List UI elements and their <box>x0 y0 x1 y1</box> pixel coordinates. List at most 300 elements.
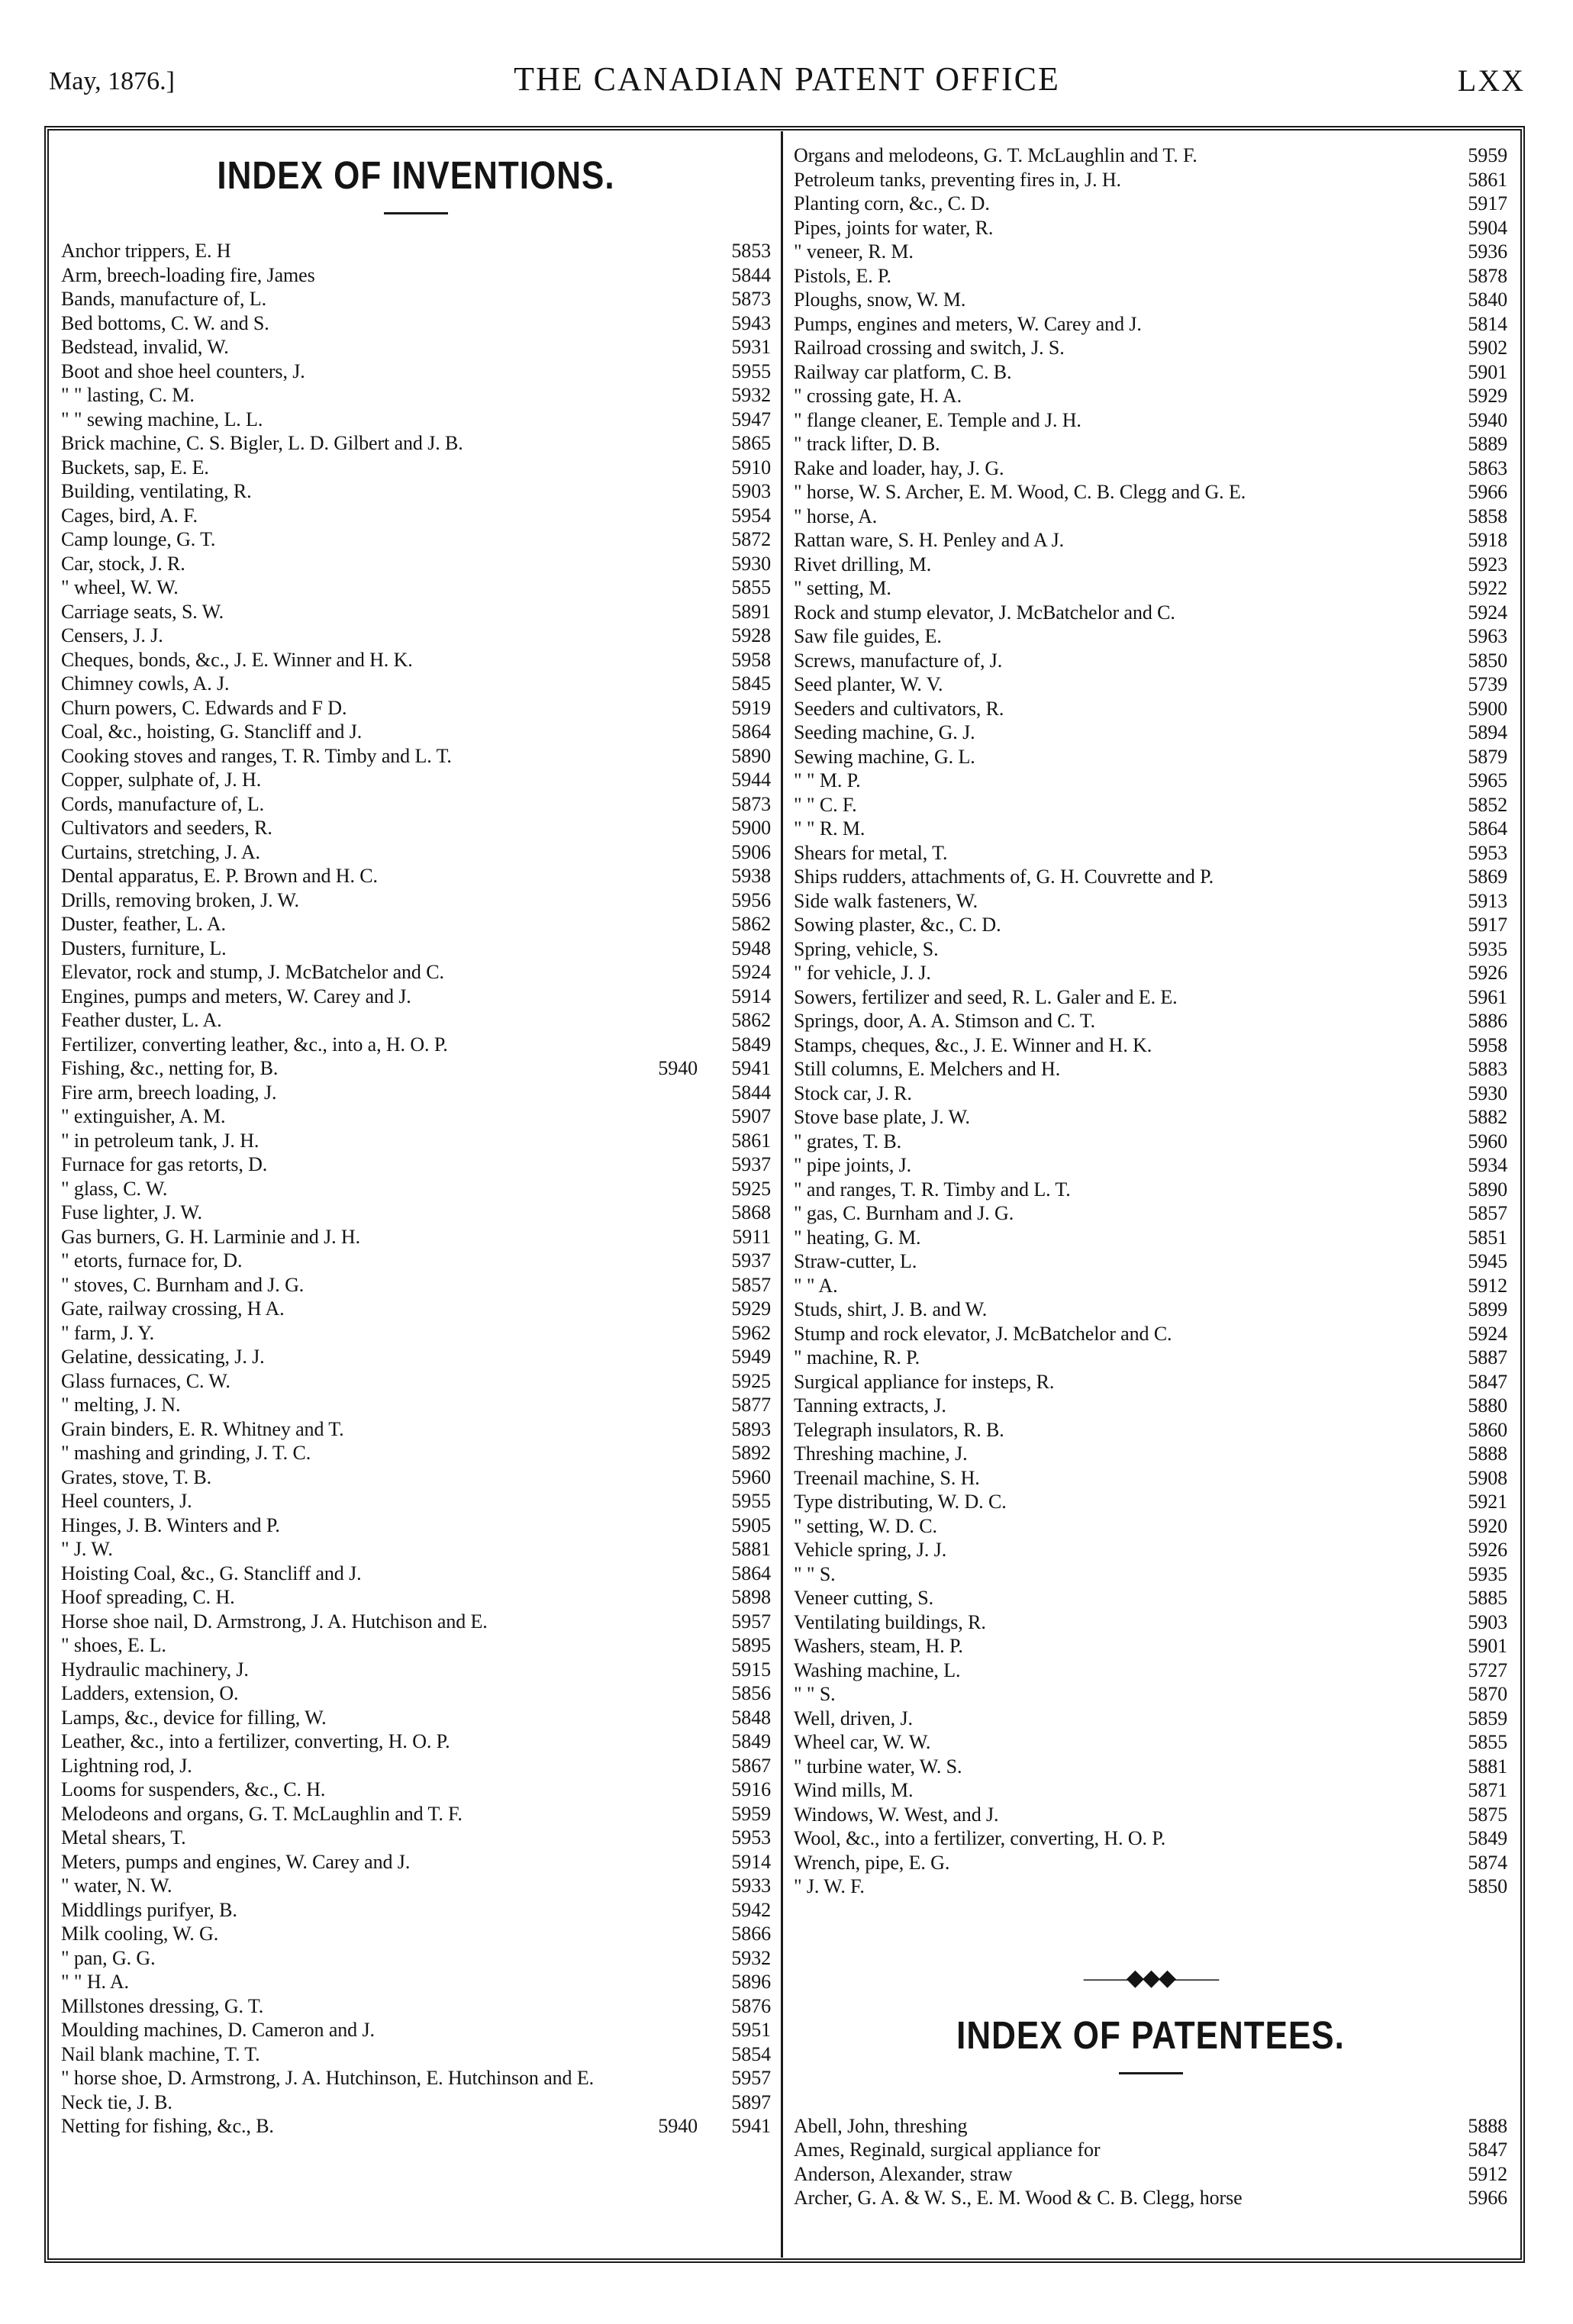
entry-text: Stump and rock elevator, J. McBatchelor and C. ..... <box>794 1322 1507 1346</box>
entry-text: Archer, G. A. & W. S., E. M. Wood & C. B. Clegg, horse ..... <box>794 2186 1507 2210</box>
entry-number: 5928 <box>708 624 771 648</box>
index-entry <box>794 1297 1507 1322</box>
index-entry <box>61 1393 771 1417</box>
index-entry <box>794 1538 1507 1562</box>
entry-text: Wind mills, M. ..... <box>794 1778 1507 1803</box>
index-entry <box>794 288 1507 312</box>
entry-number: 5904 <box>1445 216 1507 240</box>
index-entry <box>61 527 771 552</box>
entry-number: 5889 <box>1445 432 1507 456</box>
entry-text: Still columns, E. Melchers and H. ..... <box>794 1057 1507 1081</box>
entry-number: 5934 <box>1445 1153 1507 1178</box>
entry-number: 5957 <box>708 2066 771 2090</box>
index-entry <box>61 1562 771 1586</box>
index-entry <box>61 335 771 359</box>
issue-date: May, 1876.] <box>49 67 175 95</box>
index-entry <box>61 408 771 432</box>
index-entry <box>794 865 1507 889</box>
entry-number: 5917 <box>1445 192 1507 216</box>
entry-text: Saw file guides, E. ..... <box>794 624 1507 649</box>
entry-text: Coal, &c., hoisting, G. Stancliff and J. ..... <box>61 720 771 744</box>
entry-text: Ames, Reginald, surgical appliance for ..... <box>794 2138 1507 2162</box>
entry-text: " " C. F. ..... <box>794 793 1507 817</box>
entry-number: 5878 <box>1445 264 1507 288</box>
entry-number: 5739 <box>1445 672 1507 697</box>
entry-number: 5887 <box>1445 1346 1507 1370</box>
index-entry <box>794 1730 1507 1755</box>
index-entry <box>794 1130 1507 1154</box>
entry-number: 5932 <box>708 1946 771 1971</box>
entry-text: Hydraulic machinery, J. ..... <box>61 1658 771 1682</box>
entry-number: 5866 <box>708 1922 771 1946</box>
index-entry <box>61 1706 771 1730</box>
index-entry <box>61 1273 771 1297</box>
entry-number: 5921 <box>1445 1490 1507 1514</box>
entry-text: Washing machine, L. ..... <box>794 1658 1507 1683</box>
entry-text: Arm, breech-loading fire, James ..... <box>61 263 771 288</box>
entry-text: " J. W. F. ..... <box>794 1874 1507 1899</box>
index-entry <box>61 1417 771 1442</box>
entry-text: Bed bottoms, C. W. and S. ..... <box>61 311 771 336</box>
entry-number: 5902 <box>1445 336 1507 360</box>
entry-number: 5856 <box>708 1681 771 1706</box>
entry-text: " pan, G. G. ..... <box>61 1946 771 1971</box>
index-entry <box>794 1178 1507 1202</box>
index-entry <box>794 408 1507 433</box>
entry-number: 5854 <box>708 2042 771 2067</box>
entry-number: 5929 <box>1445 384 1507 408</box>
entry-text: " wheel, W. W. ..... <box>61 575 771 600</box>
index-entry <box>61 2090 771 2115</box>
entry-text: Seeders and cultivators, R. ..... <box>794 697 1507 721</box>
entry-number: 5957 <box>708 1610 771 1634</box>
entry-number: 5863 <box>1445 456 1507 481</box>
entry-number: 5873 <box>708 287 771 311</box>
entry-number: 5844 <box>708 1081 771 1105</box>
entry-text: " pipe joints, J. ..... <box>794 1153 1507 1178</box>
index-entry <box>61 768 771 792</box>
entry-number: 5941 <box>708 1056 771 1081</box>
index-entry <box>61 1633 771 1658</box>
entry-text: Pumps, engines and meters, W. Carey and J. ..... <box>794 312 1507 337</box>
index-entry <box>61 1201 771 1225</box>
right-column <box>794 145 1507 2210</box>
entry-number: 5936 <box>1445 240 1507 264</box>
index-entry <box>61 431 771 456</box>
entry-number: 5924 <box>708 960 771 985</box>
entry-text: " " sewing machine, L. L. ..... <box>61 408 771 432</box>
entry-text: Well, driven, J. ..... <box>794 1707 1507 1731</box>
entry-text: Petroleum tanks, preventing fires in, J. H. ..... <box>794 168 1507 192</box>
entry-text: Curtains, stretching, J. A. ..... <box>61 840 771 865</box>
index-entry <box>794 336 1507 360</box>
entry-number: 5851 <box>1445 1226 1507 1250</box>
page-header <box>49 60 1525 105</box>
index-entry <box>794 1586 1507 1610</box>
index-entry <box>794 601 1507 625</box>
entry-text: Organs and melodeons, G. T. McLaughlin and T. F. ..... <box>794 143 1507 168</box>
entry-number: 5867 <box>708 1754 771 1778</box>
index-entry <box>61 1681 771 1706</box>
index-entry <box>61 1321 771 1346</box>
entry-text: Gas burners, G. H. Larminie and J. H. ..... <box>61 1225 771 1249</box>
entry-number: 5926 <box>1445 1538 1507 1562</box>
entry-text: Chimney cowls, A. J. ..... <box>61 672 771 696</box>
entry-number: 5849 <box>1445 1826 1507 1851</box>
entry-text: Cooking stoves and ranges, T. R. Timby and L. T. ..... <box>61 744 771 769</box>
entry-text: Looms for suspenders, &c., C. H. ..... <box>61 1778 771 1802</box>
entry-number: 5886 <box>1445 1009 1507 1033</box>
index-entry <box>794 2186 1507 2210</box>
entry-text: Engines, pumps and meters, W. Carey and J. ..... <box>61 985 771 1009</box>
index-entry <box>794 1826 1507 1851</box>
entry-text: " melting, J. N. ..... <box>61 1393 771 1417</box>
entry-number: 5924 <box>1445 1322 1507 1346</box>
entry-number: 5965 <box>1445 769 1507 793</box>
entry-text: Cheques, bonds, &c., J. E. Winner and H. K. ..... <box>61 648 771 672</box>
entry-text: Churn powers, C. Edwards and F D. ..... <box>61 696 771 720</box>
index-entry <box>794 889 1507 914</box>
entry-text: Spring, vehicle, S. ..... <box>794 937 1507 962</box>
index-entry <box>61 1081 771 1105</box>
entry-number: 5947 <box>708 408 771 432</box>
entry-text: Horse shoe nail, D. Armstrong, J. A. Hutchison and E. ..... <box>61 1610 771 1634</box>
entry-number: 5935 <box>1445 1562 1507 1587</box>
entry-text: Stamps, cheques, &c., J. E. Winner and H. K. ..... <box>794 1033 1507 1058</box>
index-entry <box>61 1489 771 1513</box>
entry-text: " flange cleaner, E. Temple and J. H. ..... <box>794 408 1507 433</box>
entry-text: Netting for fishing, &c., B. ..... <box>61 2114 771 2139</box>
entry-text: Duster, feather, L. A. ..... <box>61 912 771 936</box>
patentees-list <box>794 2114 1507 2210</box>
entry-number: 5864 <box>708 1562 771 1586</box>
index-entry <box>794 1370 1507 1394</box>
entry-text: Stove base plate, J. W. ..... <box>794 1105 1507 1130</box>
entry-number: 5896 <box>708 1970 771 1994</box>
entry-text: Fuse lighter, J. W. ..... <box>61 1201 771 1225</box>
entry-text: " horse shoe, D. Armstrong, J. A. Hutchinson, E. Hutchinson and E. ..... <box>61 2066 771 2090</box>
entry-text: Moulding machines, D. Cameron and J. ..... <box>61 2018 771 2042</box>
entry-number: 5852 <box>1445 793 1507 817</box>
entry-number: 5857 <box>1445 1201 1507 1226</box>
entry-text: Glass furnaces, C. W. ..... <box>61 1369 771 1394</box>
entry-text: " in petroleum tank, J. H. ..... <box>61 1129 771 1153</box>
index-entry <box>61 1994 771 2019</box>
index-entry <box>61 311 771 336</box>
entry-number: 5941 <box>708 2114 771 2139</box>
entry-number: 5908 <box>1445 1466 1507 1491</box>
entry-text: Millstones dressing, G. T. ..... <box>61 1994 771 2019</box>
index-entry <box>794 528 1507 553</box>
index-entry <box>794 961 1507 985</box>
entry-number: 5945 <box>1445 1249 1507 1274</box>
index-entry <box>61 1826 771 1850</box>
entry-number-secondary: 5940 <box>644 2114 698 2139</box>
entry-number: 5872 <box>708 527 771 552</box>
index-entry <box>794 817 1507 841</box>
entry-text: Pistols, E. P. ..... <box>794 264 1507 288</box>
index-entry <box>794 672 1507 697</box>
entry-text: " stoves, C. Burnham and J. G. ..... <box>61 1273 771 1297</box>
entry-text: " and ranges, T. R. Timby and L. T. ..... <box>794 1178 1507 1202</box>
entry-number: 5865 <box>708 431 771 456</box>
entry-text: Telegraph insulators, R. B. ..... <box>794 1418 1507 1442</box>
entry-text: Anchor trippers, E. H ..... <box>61 239 771 263</box>
index-entry <box>61 1369 771 1394</box>
index-entry <box>61 1249 771 1273</box>
index-entry <box>61 744 771 769</box>
index-entry <box>61 1465 771 1490</box>
entry-text: " " H. A. ..... <box>61 1970 771 1994</box>
entry-number: 5892 <box>708 1441 771 1465</box>
index-entry <box>61 1898 771 1923</box>
entry-text: Cords, manufacture of, L. ..... <box>61 792 771 817</box>
entry-number: 5930 <box>1445 1081 1507 1106</box>
index-entry <box>61 1658 771 1682</box>
index-entry <box>61 1585 771 1610</box>
index-entry <box>794 384 1507 408</box>
index-entry <box>61 1729 771 1754</box>
entry-text: Carriage seats, S. W. ..... <box>61 600 771 624</box>
entry-text: Wool, &c., into a fertilizer, converting, H. O. P. ..... <box>794 1826 1507 1851</box>
entry-number: 5966 <box>1445 480 1507 504</box>
index-entry <box>794 1707 1507 1731</box>
entry-text: Windows, W. West, and J. ..... <box>794 1803 1507 1827</box>
index-entry <box>61 2042 771 2067</box>
entry-text: Veneer cutting, S. ..... <box>794 1586 1507 1610</box>
entry-text: Studs, shirt, J. B. and W. ..... <box>794 1297 1507 1322</box>
index-entry <box>794 1442 1507 1466</box>
entry-text: Gelatine, dessicating, J. J. ..... <box>61 1345 771 1369</box>
entry-text: " " A. ..... <box>794 1274 1507 1298</box>
entry-number: 5954 <box>708 504 771 528</box>
entry-text: " " S. ..... <box>794 1562 1507 1587</box>
index-entry <box>61 239 771 263</box>
entry-number: 5953 <box>1445 841 1507 865</box>
entry-number: 5935 <box>1445 937 1507 962</box>
entry-text: Sewing machine, G. L. ..... <box>794 745 1507 769</box>
entry-text: Cages, bird, A. F. ..... <box>61 504 771 528</box>
index-entry <box>794 720 1507 745</box>
entry-number: 5906 <box>708 840 771 865</box>
index-entry <box>794 624 1507 649</box>
entry-text: Stock car, J. R. ..... <box>794 1081 1507 1106</box>
entry-text: Copper, sulphate of, J. H. ..... <box>61 768 771 792</box>
entry-text: Washers, steam, H. P. ..... <box>794 1634 1507 1658</box>
index-entry <box>794 1466 1507 1491</box>
entry-text: " " R. M. ..... <box>794 817 1507 841</box>
entry-number: 5903 <box>708 479 771 504</box>
index-entry <box>61 263 771 288</box>
entry-number: 5853 <box>708 239 771 263</box>
index-entry <box>794 504 1507 529</box>
entry-text: " horse, W. S. Archer, E. M. Wood, C. B. Clegg and G. E. ..... <box>794 480 1507 504</box>
entry-text: Meters, pumps and engines, W. Carey and J. ..... <box>61 1850 771 1874</box>
entry-text: " for vehicle, J. J. ..... <box>794 961 1507 985</box>
publication-title: THE CANADIAN PATENT OFFICE <box>514 60 1060 98</box>
entry-text: Ladders, extension, O. ..... <box>61 1681 771 1706</box>
index-entry <box>794 143 1507 168</box>
entry-number: 5926 <box>1445 961 1507 985</box>
index-entry <box>61 2018 771 2042</box>
entry-text: Fire arm, breech loading, J. ..... <box>61 1081 771 1105</box>
index-entry <box>794 1226 1507 1250</box>
entry-text: Hoisting Coal, &c., G. Stancliff and J. ..... <box>61 1562 771 1586</box>
entry-text: Wheel car, W. W. ..... <box>794 1730 1507 1755</box>
entry-number: 5880 <box>1445 1394 1507 1418</box>
entry-text: Drills, removing broken, J. W. ..... <box>61 888 771 913</box>
entry-text: Camp lounge, G. T. ..... <box>61 527 771 552</box>
index-entry <box>794 793 1507 817</box>
entry-number: 5877 <box>708 1393 771 1417</box>
entry-text: " water, N. W. ..... <box>61 1874 771 1898</box>
index-entry <box>61 1946 771 1971</box>
entry-number: 5960 <box>1445 1130 1507 1154</box>
entry-text: " gas, C. Burnham and J. G. ..... <box>794 1201 1507 1226</box>
index-entry <box>61 1008 771 1033</box>
index-entry <box>61 912 771 936</box>
index-entry <box>794 553 1507 577</box>
entry-text: " setting, W. D. C. ..... <box>794 1514 1507 1539</box>
index-entry <box>61 720 771 744</box>
index-entry <box>794 1514 1507 1539</box>
entry-text: Rattan ware, S. H. Penley and A J. ..... <box>794 528 1507 553</box>
section-ornament: ——◆◆◆—— <box>1083 1965 1218 1990</box>
index-entry <box>61 1802 771 1826</box>
entry-number: 5891 <box>708 600 771 624</box>
entry-number: 5959 <box>1445 143 1507 168</box>
entry-number: 5855 <box>1445 1730 1507 1755</box>
entry-number: 5847 <box>1445 2138 1507 2162</box>
entry-number: 5879 <box>1445 745 1507 769</box>
entry-number: 5940 <box>1445 408 1507 433</box>
entry-text: Bands, manufacture of, L. ..... <box>61 287 771 311</box>
index-entry <box>61 1225 771 1249</box>
index-entry <box>61 456 771 480</box>
entry-text: Grates, stove, T. B. ..... <box>61 1465 771 1490</box>
entry-number: 5929 <box>708 1297 771 1321</box>
entry-number: 5858 <box>1445 504 1507 529</box>
entry-number: 5919 <box>708 696 771 720</box>
index-entry <box>794 216 1507 240</box>
entry-number: 5899 <box>1445 1297 1507 1322</box>
index-entry <box>794 1081 1507 1106</box>
entry-text: Metal shears, T. ..... <box>61 1826 771 1850</box>
index-entry <box>794 1033 1507 1058</box>
entry-text: Planting corn, &c., C. D. ..... <box>794 192 1507 216</box>
index-entry <box>794 240 1507 264</box>
index-entry <box>61 2114 771 2139</box>
entry-text: " glass, C. W. ..... <box>61 1177 771 1201</box>
entry-text: Seeding machine, G. J. ..... <box>794 720 1507 745</box>
entry-number: 5895 <box>708 1633 771 1658</box>
entry-text: Seed planter, W. V. ..... <box>794 672 1507 697</box>
entry-number: 5951 <box>708 2018 771 2042</box>
entry-text: Cultivators and seeders, R. ..... <box>61 816 771 840</box>
entry-number: 5901 <box>1445 1634 1507 1658</box>
entry-number: 5883 <box>1445 1057 1507 1081</box>
index-entry <box>61 936 771 961</box>
entry-number: 5864 <box>1445 817 1507 841</box>
entry-number: 5882 <box>1445 1105 1507 1130</box>
entry-text: Melodeons and organs, G. T. McLaughlin and T. F. ..... <box>61 1802 771 1826</box>
entry-number: 5956 <box>708 888 771 913</box>
index-entry <box>61 1152 771 1177</box>
entry-number: 5916 <box>708 1778 771 1802</box>
entry-text: Gate, railway crossing, H A. ..... <box>61 1297 771 1321</box>
index-entry <box>794 456 1507 481</box>
entry-number: 5918 <box>1445 528 1507 553</box>
index-entry <box>61 840 771 865</box>
index-entry <box>794 432 1507 456</box>
entry-text: Brick machine, C. S. Bigler, L. D. Gilbert and J. B. ..... <box>61 431 771 456</box>
entry-number: 5900 <box>1445 697 1507 721</box>
entry-number: 5850 <box>1445 649 1507 673</box>
page-number: LXX <box>1457 63 1525 98</box>
entry-number: 5907 <box>708 1104 771 1129</box>
index-entry <box>794 1418 1507 1442</box>
index-entry <box>61 985 771 1009</box>
index-entry <box>61 1850 771 1874</box>
entry-number: 5913 <box>1445 889 1507 914</box>
index-entry <box>794 360 1507 385</box>
entry-number: 5924 <box>1445 601 1507 625</box>
index-entry <box>61 1033 771 1057</box>
index-entry <box>794 745 1507 769</box>
index-entry <box>794 985 1507 1010</box>
index-entry <box>61 1104 771 1129</box>
index-entry <box>794 1009 1507 1033</box>
entry-text: " etorts, furnace for, D. ..... <box>61 1249 771 1273</box>
index-entry <box>61 359 771 384</box>
entry-text: " extinguisher, A. M. ..... <box>61 1104 771 1129</box>
entry-text: Dental apparatus, E. P. Brown and H. C. ..... <box>61 864 771 888</box>
entry-number: 5914 <box>708 985 771 1009</box>
entry-number: 5959 <box>708 1802 771 1826</box>
index-entry <box>61 648 771 672</box>
entry-text: Straw-cutter, L. ..... <box>794 1249 1507 1274</box>
entry-text: Ploughs, snow, W. M. ..... <box>794 288 1507 312</box>
index-entry <box>794 2138 1507 2162</box>
index-entry <box>61 960 771 985</box>
entry-text: " track lifter, D. B. ..... <box>794 432 1507 456</box>
entry-text: " farm, J. Y. ..... <box>61 1321 771 1346</box>
entry-text: Neck tie, J. B. ..... <box>61 2090 771 2115</box>
index-entry <box>794 1851 1507 1875</box>
entry-text: Side walk fasteners, W. ..... <box>794 889 1507 914</box>
index-entry <box>61 1537 771 1562</box>
entry-number: 5925 <box>708 1177 771 1201</box>
entry-number: 5937 <box>708 1249 771 1273</box>
index-entry <box>61 624 771 648</box>
left-column <box>61 145 771 2139</box>
entry-text: Boot and shoe heel counters, J. ..... <box>61 359 771 384</box>
entry-text: Pipes, joints for water, R. ..... <box>794 216 1507 240</box>
index-entry <box>794 1634 1507 1658</box>
entry-text: Tanning extracts, J. ..... <box>794 1394 1507 1418</box>
index-entry <box>794 2114 1507 2139</box>
entry-text: " grates, T. B. ..... <box>794 1130 1507 1154</box>
entry-number: 5930 <box>708 552 771 576</box>
entry-number: 5847 <box>1445 1370 1507 1394</box>
entry-number: 5871 <box>1445 1778 1507 1803</box>
entry-number: 5860 <box>1445 1418 1507 1442</box>
entry-text: Treenail machine, S. H. ..... <box>794 1466 1507 1491</box>
entry-number: 5897 <box>708 2090 771 2115</box>
index-entry <box>61 1177 771 1201</box>
entry-number: 5814 <box>1445 312 1507 337</box>
index-entry <box>794 192 1507 216</box>
